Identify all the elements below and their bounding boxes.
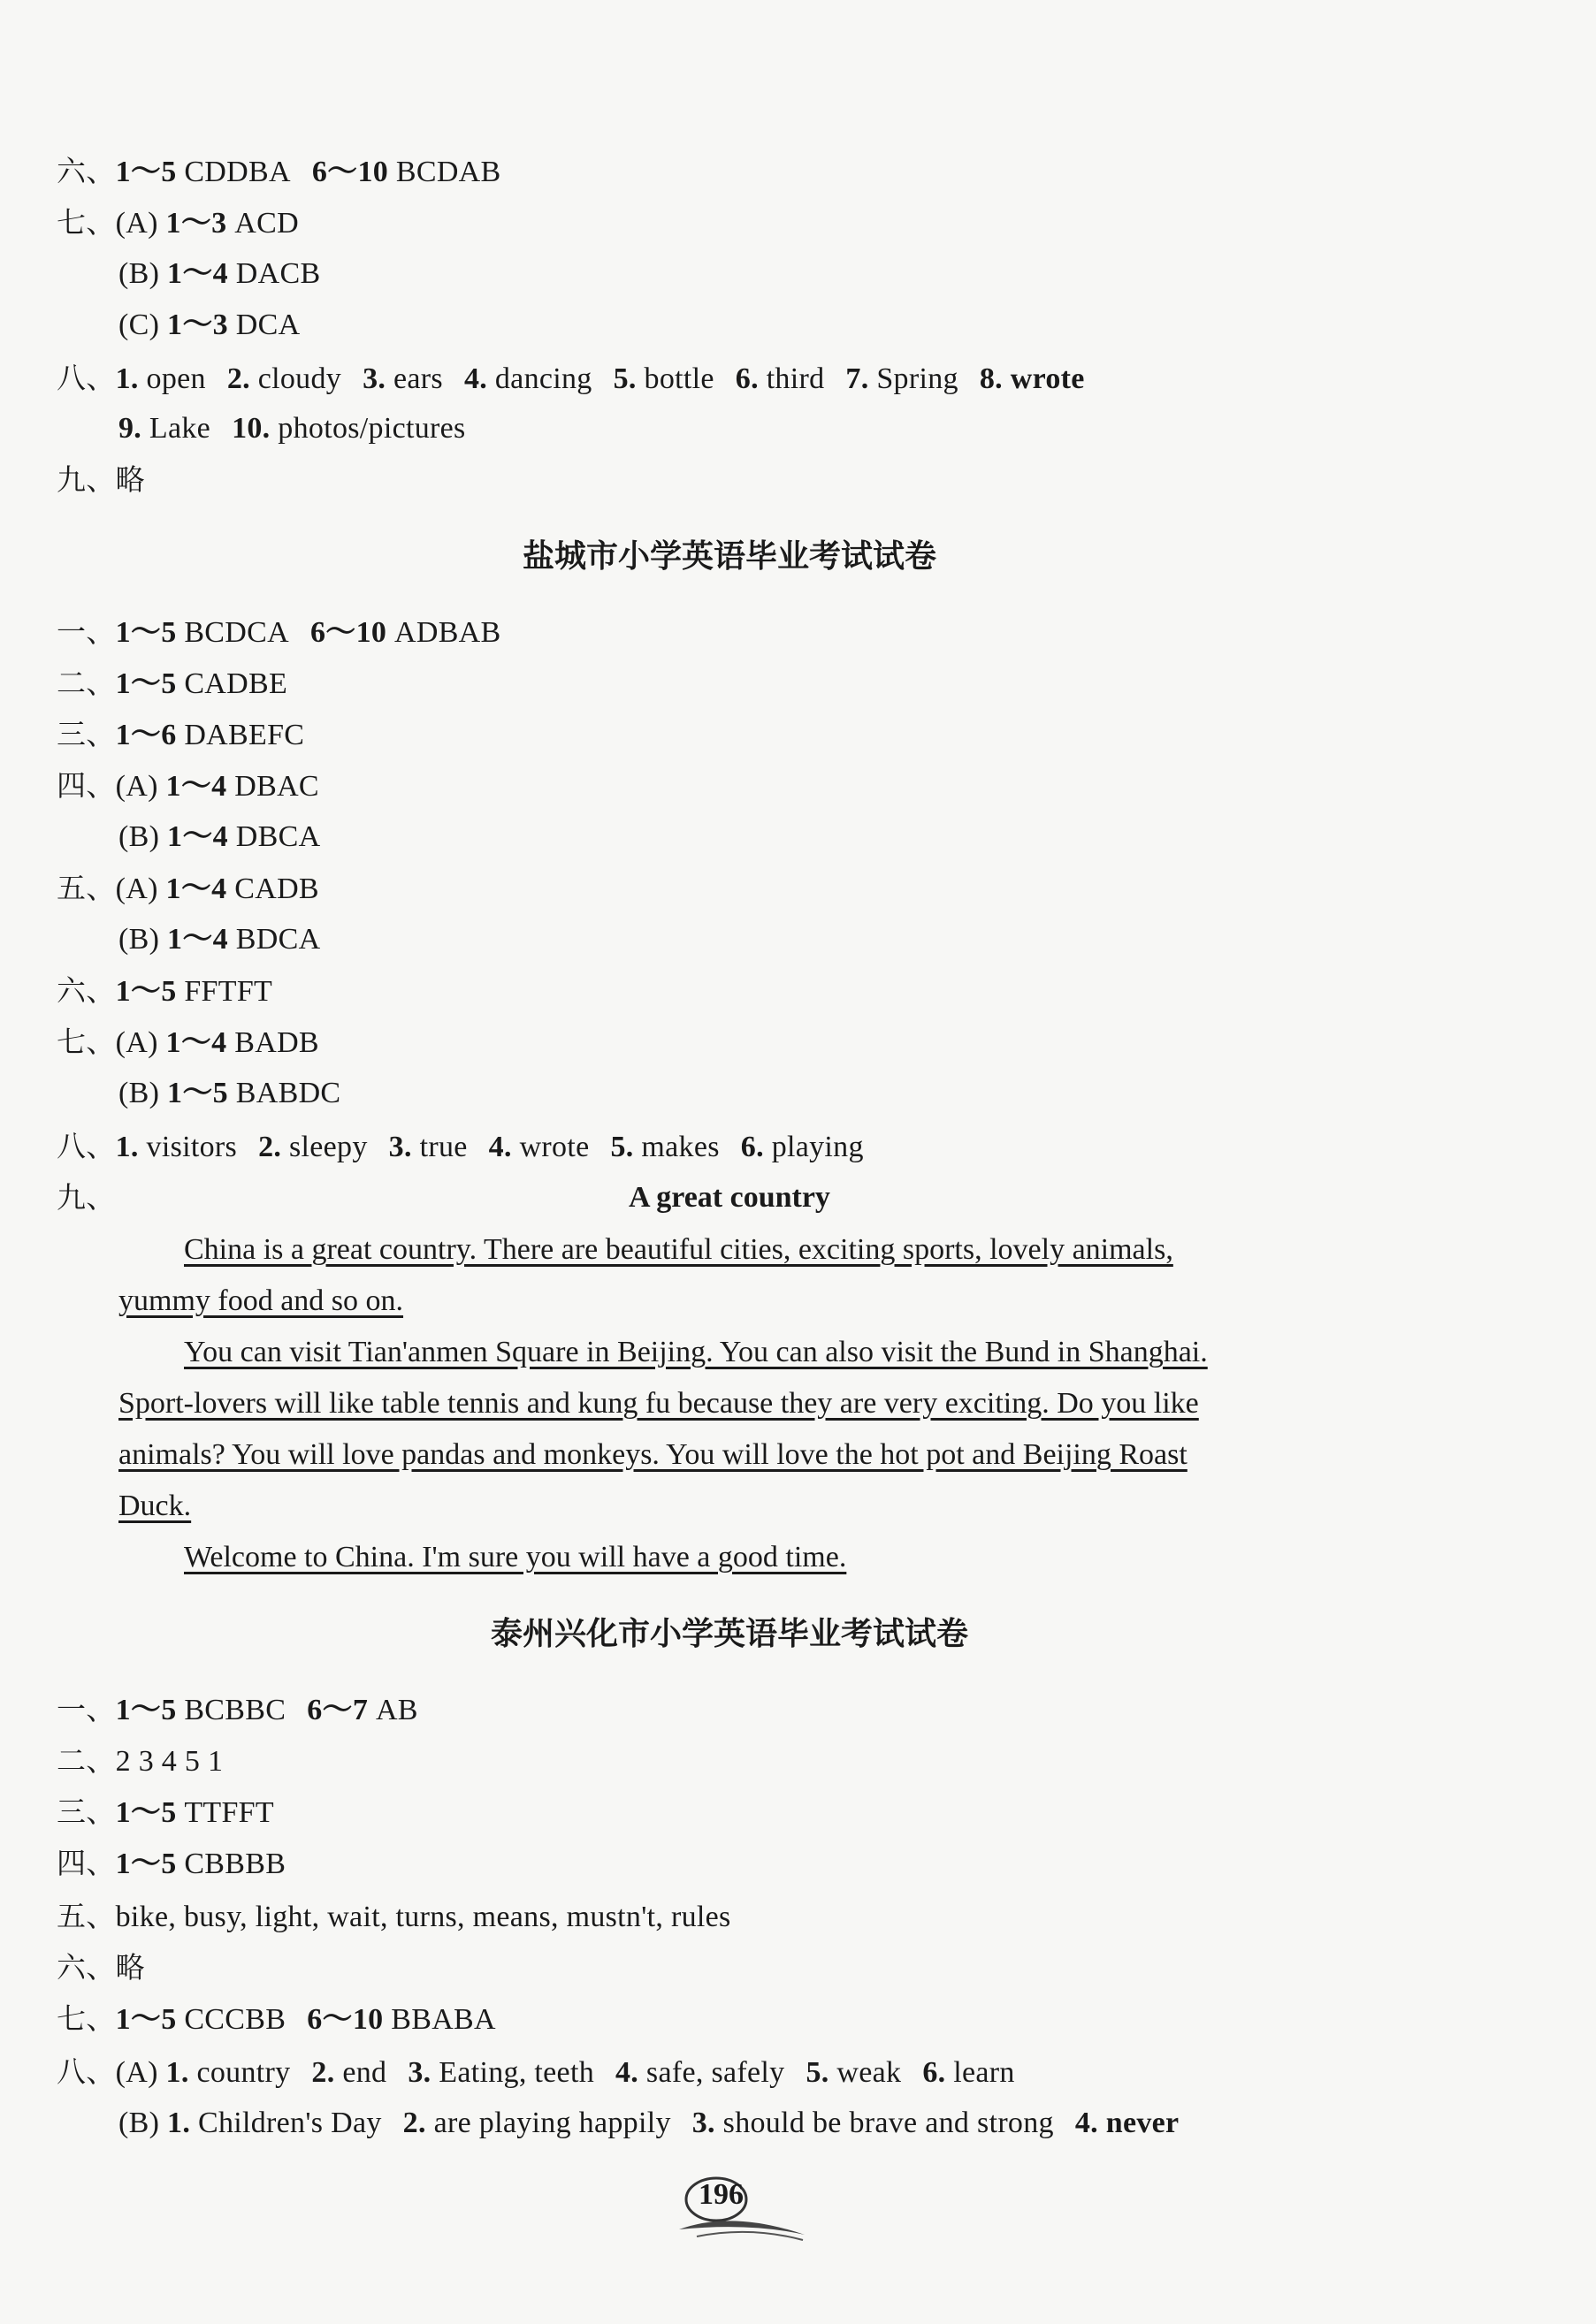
essay-p2-line3: animals? You will love pandas and monkeys. You will love the hot pot and Beijing Roast <box>118 1438 1187 1471</box>
page-number-text: 196 <box>699 2178 744 2211</box>
yc-q2-line: 二、1～5 CADBE <box>57 666 288 700</box>
essay-p2-line1: You can visit Tian'anmen Square in Beijing. You can also visit the Bund in Shanghai. <box>184 1336 1208 1368</box>
tz-q5-line: 五、bike, busy, light, wait, turns, means, mustn't, rules <box>57 1899 731 1933</box>
yc-q3-line: 三、1～6 DABEFC <box>57 717 305 751</box>
prev-q8-line2: 9. Lake 10. photos/pictures <box>118 412 466 445</box>
essay-p1-line1: China is a great country. There are beautiful cities, exciting sports, lovely animals, <box>184 1233 1173 1266</box>
prev-q7a-line: 七、(A) 1～3 ACD <box>57 205 299 240</box>
tz-q4-line: 四、1～5 CBBBB <box>57 1846 286 1880</box>
prev-q7b-line: (B) 1～4 DACB <box>118 257 321 290</box>
tz-q8b-line: (B) 1. Children's Day 2. are playing happily 3. should be brave and strong 4. never <box>118 2107 1180 2139</box>
prev-q8-line1: 八、1. open 2. cloudy 3. ears 4. dancing 5. bottle 6. third 7. Spring 8. wrote <box>57 361 1085 395</box>
essay-title: A great country <box>629 1181 830 1214</box>
yc-q5b-line: (B) 1～4 BDCA <box>118 923 321 956</box>
prev-q6-line: 六、1～5 CDDBA 6～10 BCDAB <box>57 154 501 188</box>
prev-q7c-line: (C) 1～3 DCA <box>118 309 301 341</box>
essay-p2-line4: Duck. <box>118 1490 192 1522</box>
tz-q7-line: 七、1～5 CCCBB 6～10 BBABA <box>57 2001 496 2036</box>
yc-q5a-line: 五、(A) 1～4 CADB <box>57 871 319 905</box>
taizhou-title: 泰州兴化市小学英语毕业考试试卷 <box>490 1616 968 1652</box>
tz-q2-line: 二、2 3 4 5 1 <box>57 1743 224 1778</box>
yc-q7b-line: (B) 1～5 BABDC <box>118 1077 341 1109</box>
yc-q4b-line: (B) 1～4 DBCA <box>118 820 321 853</box>
yc-q4a-line: 四、(A) 1～4 DBAC <box>57 768 319 803</box>
essay-p2-line2: Sport-lovers will like table tennis and kung fu because they are very exciting. Do you like <box>118 1387 1199 1420</box>
tz-q6-line: 六、略 <box>57 1950 145 1985</box>
yc-q1-line: 一、1～5 BCDCA 6～10 ADBAB <box>57 614 501 649</box>
essay-p1-line2: yummy food and so on. <box>118 1284 404 1317</box>
tz-q8a-line: 八、(A) 1. country 2. end 3. Eating, teeth 4. safe, safely 5. weak 6. learn <box>57 2054 1015 2089</box>
essay-p3: Welcome to China. I'm sure you will have a good time. <box>184 1541 847 1573</box>
tz-q1-line: 一、1～5 BCBBC 6～7 AB <box>57 1692 418 1726</box>
page-number <box>670 2175 812 2245</box>
yc-q9-label: 九、 <box>57 1180 116 1215</box>
tz-q3-line: 三、1～5 TTFFT <box>57 1794 274 1829</box>
yc-q8-line: 八、1. visitors 2. sleepy 3. true 4. wrote 5. makes 6. playing <box>57 1129 864 1163</box>
yc-q7a-line: 七、(A) 1～4 BADB <box>57 1025 319 1059</box>
yancheng-title: 盐城市小学英语毕业考试试卷 <box>522 538 936 575</box>
prev-q9-line: 九、略 <box>57 462 145 497</box>
yc-q6-line: 六、1～5 FFTFT <box>57 973 273 1008</box>
